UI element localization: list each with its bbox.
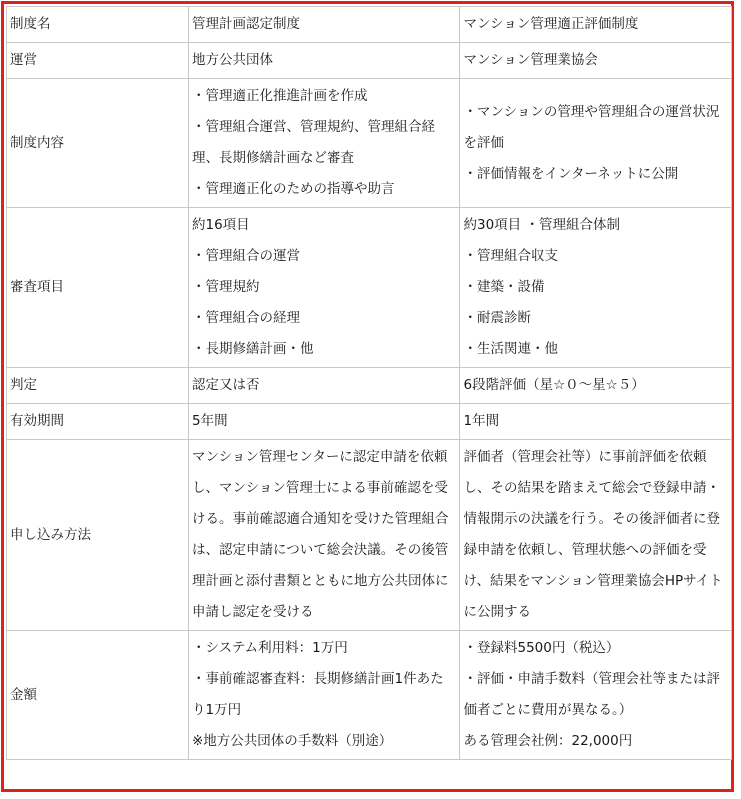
cell-line: ・登録料5500円（税込） (463, 640, 620, 656)
cell-line: ・管理組合の運営 (192, 248, 300, 264)
cell-line: ・耐震診断 (463, 310, 531, 326)
cell-line: ・管理組合の経理 (192, 310, 300, 326)
cell-line: ・管理適正化推進計画を作成 (192, 88, 368, 104)
row-cell-col2 (460, 631, 732, 760)
table-row (7, 631, 732, 760)
cell-line: 約16項目 (192, 217, 250, 233)
cell-line: ・評価情報をインターネットに公開 (463, 165, 679, 182)
cell-line: ある管理会社例：22,000円 (463, 733, 633, 749)
cell-line: 6段階評価（星☆０～星☆５） (463, 377, 645, 393)
row-cell-col2 (460, 368, 732, 404)
row-cell-col1 (189, 79, 460, 208)
cell-line: ・管理組合運営、管理規約、管理組合経理、長期修繕計画など審査 (192, 119, 435, 166)
row-cell-col1 (189, 368, 460, 404)
cell-line: ・管理組合収支 (463, 248, 558, 264)
cell-paragraph: マンション管理センターに認定申請を依頼し、マンション管理士による事前確認を受ける。事前確認適合通知を受けた管理組合は、認定申請について総会決議。その後管理計画と添付書類とともに地方公共団体に申請し認定を受ける (192, 449, 449, 620)
row-cell-col1 (189, 440, 460, 631)
row-cell-col2 (460, 440, 732, 631)
cell-line: ・建築・設備 (463, 279, 545, 295)
cell-line: ・管理規約 (192, 279, 260, 295)
row-cell-col1 (189, 631, 460, 760)
cell-line: ※地方公共団体の手数料（別途） (192, 733, 393, 749)
header-label-cell: 制度名 (7, 7, 189, 43)
row-cell-col1 (189, 404, 460, 440)
table-header-row (7, 7, 732, 43)
row-cell-col2 (460, 43, 732, 79)
row-label: 運営 (7, 43, 189, 79)
row-cell-col2 (460, 79, 732, 208)
row-cell-col2 (460, 208, 732, 368)
cell-line: 認定又は否 (192, 377, 260, 393)
comparison-table (6, 6, 732, 760)
row-label: 有効期間 (7, 404, 189, 440)
cell-line: 1年間 (463, 413, 500, 429)
table-row (7, 440, 732, 631)
row-label: 申し込み方法 (7, 440, 189, 631)
row-label: 金額 (7, 631, 189, 760)
cell-line: マンション管理業協会 (463, 52, 598, 68)
row-cell-col1 (189, 208, 460, 368)
table-row (7, 404, 732, 440)
header-col2-cell: マンション管理適正評価制度 (460, 7, 732, 43)
cell-paragraph: 評価者（管理会社等）に事前評価を依頼し、その結果を踏まえて総会で登録申請・情報開示の決議を行う。その後評価者に登録申請を依頼し、管理状態への評価を受け、結果をマンション管理業協会HPサイトに公開する (463, 449, 723, 620)
cell-line: 地方公共団体 (192, 52, 273, 68)
cell-line: 5年間 (192, 413, 228, 429)
cell-line: ・長期修繕計画・他 (192, 341, 314, 357)
cell-line: 約30項目 ・管理組合体制 (463, 217, 620, 233)
cell-line: ・評価・申請手数料（管理会社等または評価者ごとに費用が異なる。） (463, 671, 720, 718)
cell-line: ・システム利用料：1万円 (192, 640, 348, 656)
table-row (7, 79, 732, 208)
row-label: 制度内容 (7, 79, 189, 208)
header-col1-cell: 管理計画認定制度 (189, 7, 460, 43)
cell-line: ・管理適正化のための指導や助言 (192, 181, 395, 197)
table-row (7, 368, 732, 404)
cell-line: ・マンションの管理や管理組合の運営状況を評価 (463, 103, 720, 151)
table-row (7, 208, 732, 368)
cell-line: ・事前確認審査料：長期修繕計画1件あたり1万円 (192, 671, 444, 718)
cell-line: ・生活関連・他 (463, 341, 558, 357)
row-label: 審査項目 (7, 208, 189, 368)
table-row (7, 43, 732, 79)
row-cell-col2 (460, 404, 732, 440)
row-label: 判定 (7, 368, 189, 404)
row-cell-col1 (189, 43, 460, 79)
